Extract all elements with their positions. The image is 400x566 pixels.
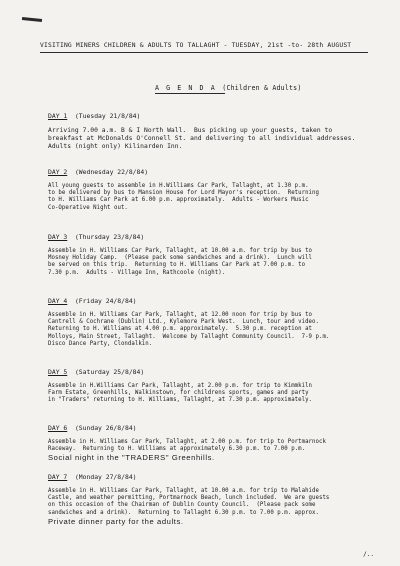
day-description: Assemble in H. Williams Car Park, Tallaght, at 12.00 noon for trip by bus to Cantrell & Cochrane (Dublin) Ltd., Kylemore Park West. Lunch, tour and video. Returning to H. Williams at 4.00 p.m. approximately. 5.30 p.m. reception at Molloys, Main Street, Tallaght. Welcome by Tallaght Community Council. 7-9 p.m. Disco Dance Party, Clondalkin.	[48, 312, 330, 347]
continuation-mark: /..	[363, 551, 374, 558]
day-label: DAY 1	[48, 112, 68, 120]
day-date: (Tuesday 21/8/84)	[74, 112, 141, 120]
agenda-underline	[155, 93, 225, 94]
day-label: DAY 5	[48, 368, 68, 376]
day-heading	[48, 233, 378, 241]
day-heading	[48, 368, 378, 376]
day-date: (Wednesday 22/8/84)	[74, 168, 149, 176]
day-description: Arriving 7.00 a.m. B & I North Wall. Bus picking up your guests, taken to breakfast at McDonalds O'Connell St. and delivering to all individual addresses. Adults (night only) Kilinarden Inn.	[48, 127, 356, 150]
day-label: DAY 4	[48, 297, 68, 305]
day-label: DAY 2	[48, 168, 68, 176]
day-description: Assemble in H.Williams Car Park, Tallaght, at 2.00 p.m. for trip to Kimmkiln Farm Estate, Greenhills, Walkinstown, for childrens sports, games and party in "Traders" returning to H. Williams, Tallaght, at 7.30 p.m. approximately.	[48, 383, 313, 404]
day-label: DAY 7	[48, 473, 68, 481]
day-heading	[48, 424, 378, 432]
day-date: (Thursday 23/8/84)	[74, 233, 145, 241]
document-header: VISITING MINERS CHILDREN & ADULTS TO TALLAGHT - TUESDAY, 21st -to- 28th AUGUST	[40, 42, 352, 49]
day-section	[48, 368, 378, 405]
day-label: DAY 3	[48, 233, 68, 241]
day-heading	[48, 112, 378, 120]
day-extra-note: Private dinner party for the adults.	[48, 516, 184, 526]
day-section	[48, 424, 378, 462]
margin-dash-mark	[22, 17, 42, 22]
agenda-heading	[155, 84, 302, 92]
day-heading	[48, 473, 378, 481]
day-heading	[48, 297, 378, 305]
day-description: Assemble in H. Williams Car Park, Tallaght, at 10.00 a.m. for trip to Malahide Castle, and weather permitting, Portmarnock Beach, lunch included. We are guests on this occasion of the Chairman of Dublin County Council. (Please pack some sandwiches and a drink). Returning to Tallaght 6.30 p.m. to 7.00 p.m. approx.	[48, 488, 330, 516]
day-date: (Monday 27/8/84)	[74, 473, 137, 481]
day-date: (Friday 24/8/84)	[74, 297, 137, 305]
day-section	[48, 297, 378, 348]
day-label: DAY 6	[48, 424, 68, 432]
day-extra-note: Social night in the "TRADERS" Greenhills.	[48, 453, 215, 463]
day-description: All young guests to assemble in H.Williams Car Park, Tallaght, at 1.30 p.m. to be delivered by bus to Mansion House for Lord Mayor's reception. Returning to H. Williams Car Park at 6.00 p.m. approximately. Adults - Workers Music Co-Operative Night out.	[48, 183, 319, 211]
day-date: (Sunday 26/8/84)	[74, 424, 137, 432]
day-date: (Saturday 25/8/84)	[74, 368, 145, 376]
agenda-title: A G E N D A	[155, 84, 217, 92]
header-underline	[40, 52, 368, 53]
day-heading	[48, 168, 378, 176]
day-description: Assemble in H. Williams Car Park, Tallaght, at 10.00 a.m. for trip by bus to Mosney Holiday Camp. (Please pack some sandwiches and a drink). Lunch will be served on this trip. Returning to H. Williams Car Park at 7.00 p.m. to 7.30 p.m. Adults - Village Inn, Rathcoole (night).	[48, 248, 313, 276]
day-description: Assemble in H. Williams Car Park, Tallaght, at 2.00 p.m. for trip to Portmarnock Raceway. Returning to H. Williams at approximately 6.30 p.m. to 7.00 p.m.	[48, 439, 326, 453]
day-section	[48, 473, 378, 526]
agenda-subtitle: (Children & Adults)	[222, 84, 302, 92]
day-section	[48, 168, 378, 212]
day-section	[48, 112, 378, 151]
day-section	[48, 233, 378, 277]
